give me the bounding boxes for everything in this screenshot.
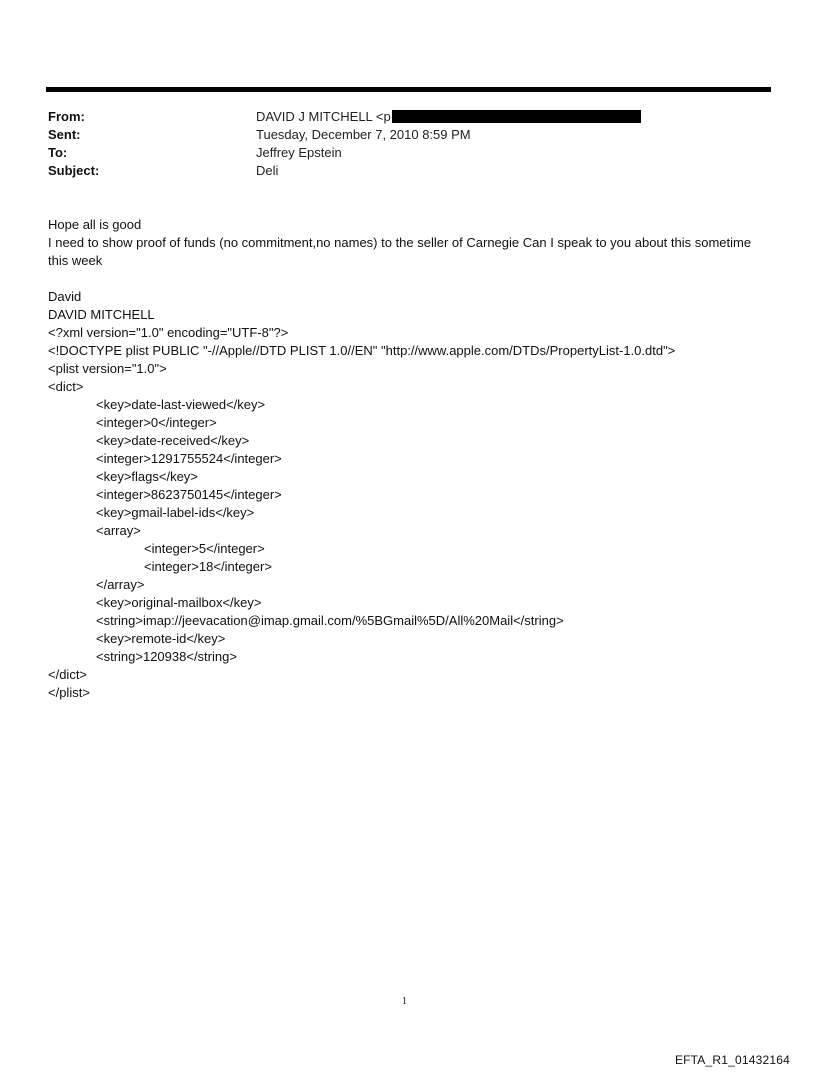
xml-line: <array> [96, 523, 141, 538]
signature-first-name: David [48, 289, 82, 304]
to-row [48, 144, 768, 162]
xml-line: </plist> [48, 685, 90, 700]
from-row [48, 108, 768, 126]
email-header [48, 108, 768, 180]
xml-line: </dict> [48, 667, 88, 682]
subject-row [48, 162, 768, 180]
document-id-stamp: EFTA_R1_01432164 [674, 1053, 790, 1067]
from-text: DAVID J MITCHELL <p [256, 109, 391, 124]
xml-line: <dict> [48, 379, 84, 394]
xml-line: <key>date-received</key> [96, 433, 250, 448]
page-number: 1 [402, 996, 407, 1007]
email-body [48, 216, 768, 324]
to-value: Jeffrey Epstein [256, 145, 342, 160]
xml-line: <integer>8623750145</integer> [96, 487, 282, 502]
to-label: To: [48, 145, 68, 160]
xml-line: <!DOCTYPE plist PUBLIC "-//Apple//DTD PLIST 1.0//EN" "http://www.apple.com/DTDs/PropertyList-1.0.dtd"> [48, 343, 676, 358]
from-value [256, 108, 641, 126]
xml-line: <plist version="1.0"> [48, 361, 167, 376]
redaction-bar [392, 110, 641, 123]
body-line-request: I need to show proof of funds (no commitment,no names) to the seller of Carnegie Can I speak to you about this sometime this week [48, 235, 752, 268]
xml-line: <key>flags</key> [96, 469, 198, 484]
subject-value: Deli [256, 163, 279, 178]
signature-full-name: DAVID MITCHELL [48, 307, 155, 322]
xml-line: <integer>5</integer> [144, 541, 265, 556]
sent-label: Sent: [48, 127, 81, 142]
xml-line: <key>remote-id</key> [96, 631, 226, 646]
header-divider [46, 87, 771, 92]
xml-plist-block [48, 324, 675, 702]
xml-line: <key>date-last-viewed</key> [96, 397, 266, 412]
body-line-greeting: Hope all is good [48, 217, 142, 232]
sent-row [48, 126, 768, 144]
from-label: From: [48, 109, 85, 124]
xml-line: <key>original-mailbox</key> [96, 595, 262, 610]
xml-line: <integer>18</integer> [144, 559, 272, 574]
xml-line: <integer>0</integer> [96, 415, 217, 430]
sent-value: Tuesday, December 7, 2010 8:59 PM [256, 127, 471, 142]
xml-line: <integer>1291755524</integer> [96, 451, 282, 466]
xml-line: <string>120938</string> [96, 649, 237, 664]
xml-line: </array> [96, 577, 145, 592]
xml-line: <?xml version="1.0" encoding="UTF-8"?> [48, 325, 289, 340]
subject-label: Subject: [48, 163, 100, 178]
xml-line: <key>gmail-label-ids</key> [96, 505, 255, 520]
xml-line: <string>imap://jeevacation@imap.gmail.com/%5BGmail%5D/All%20Mail</string> [96, 613, 564, 628]
